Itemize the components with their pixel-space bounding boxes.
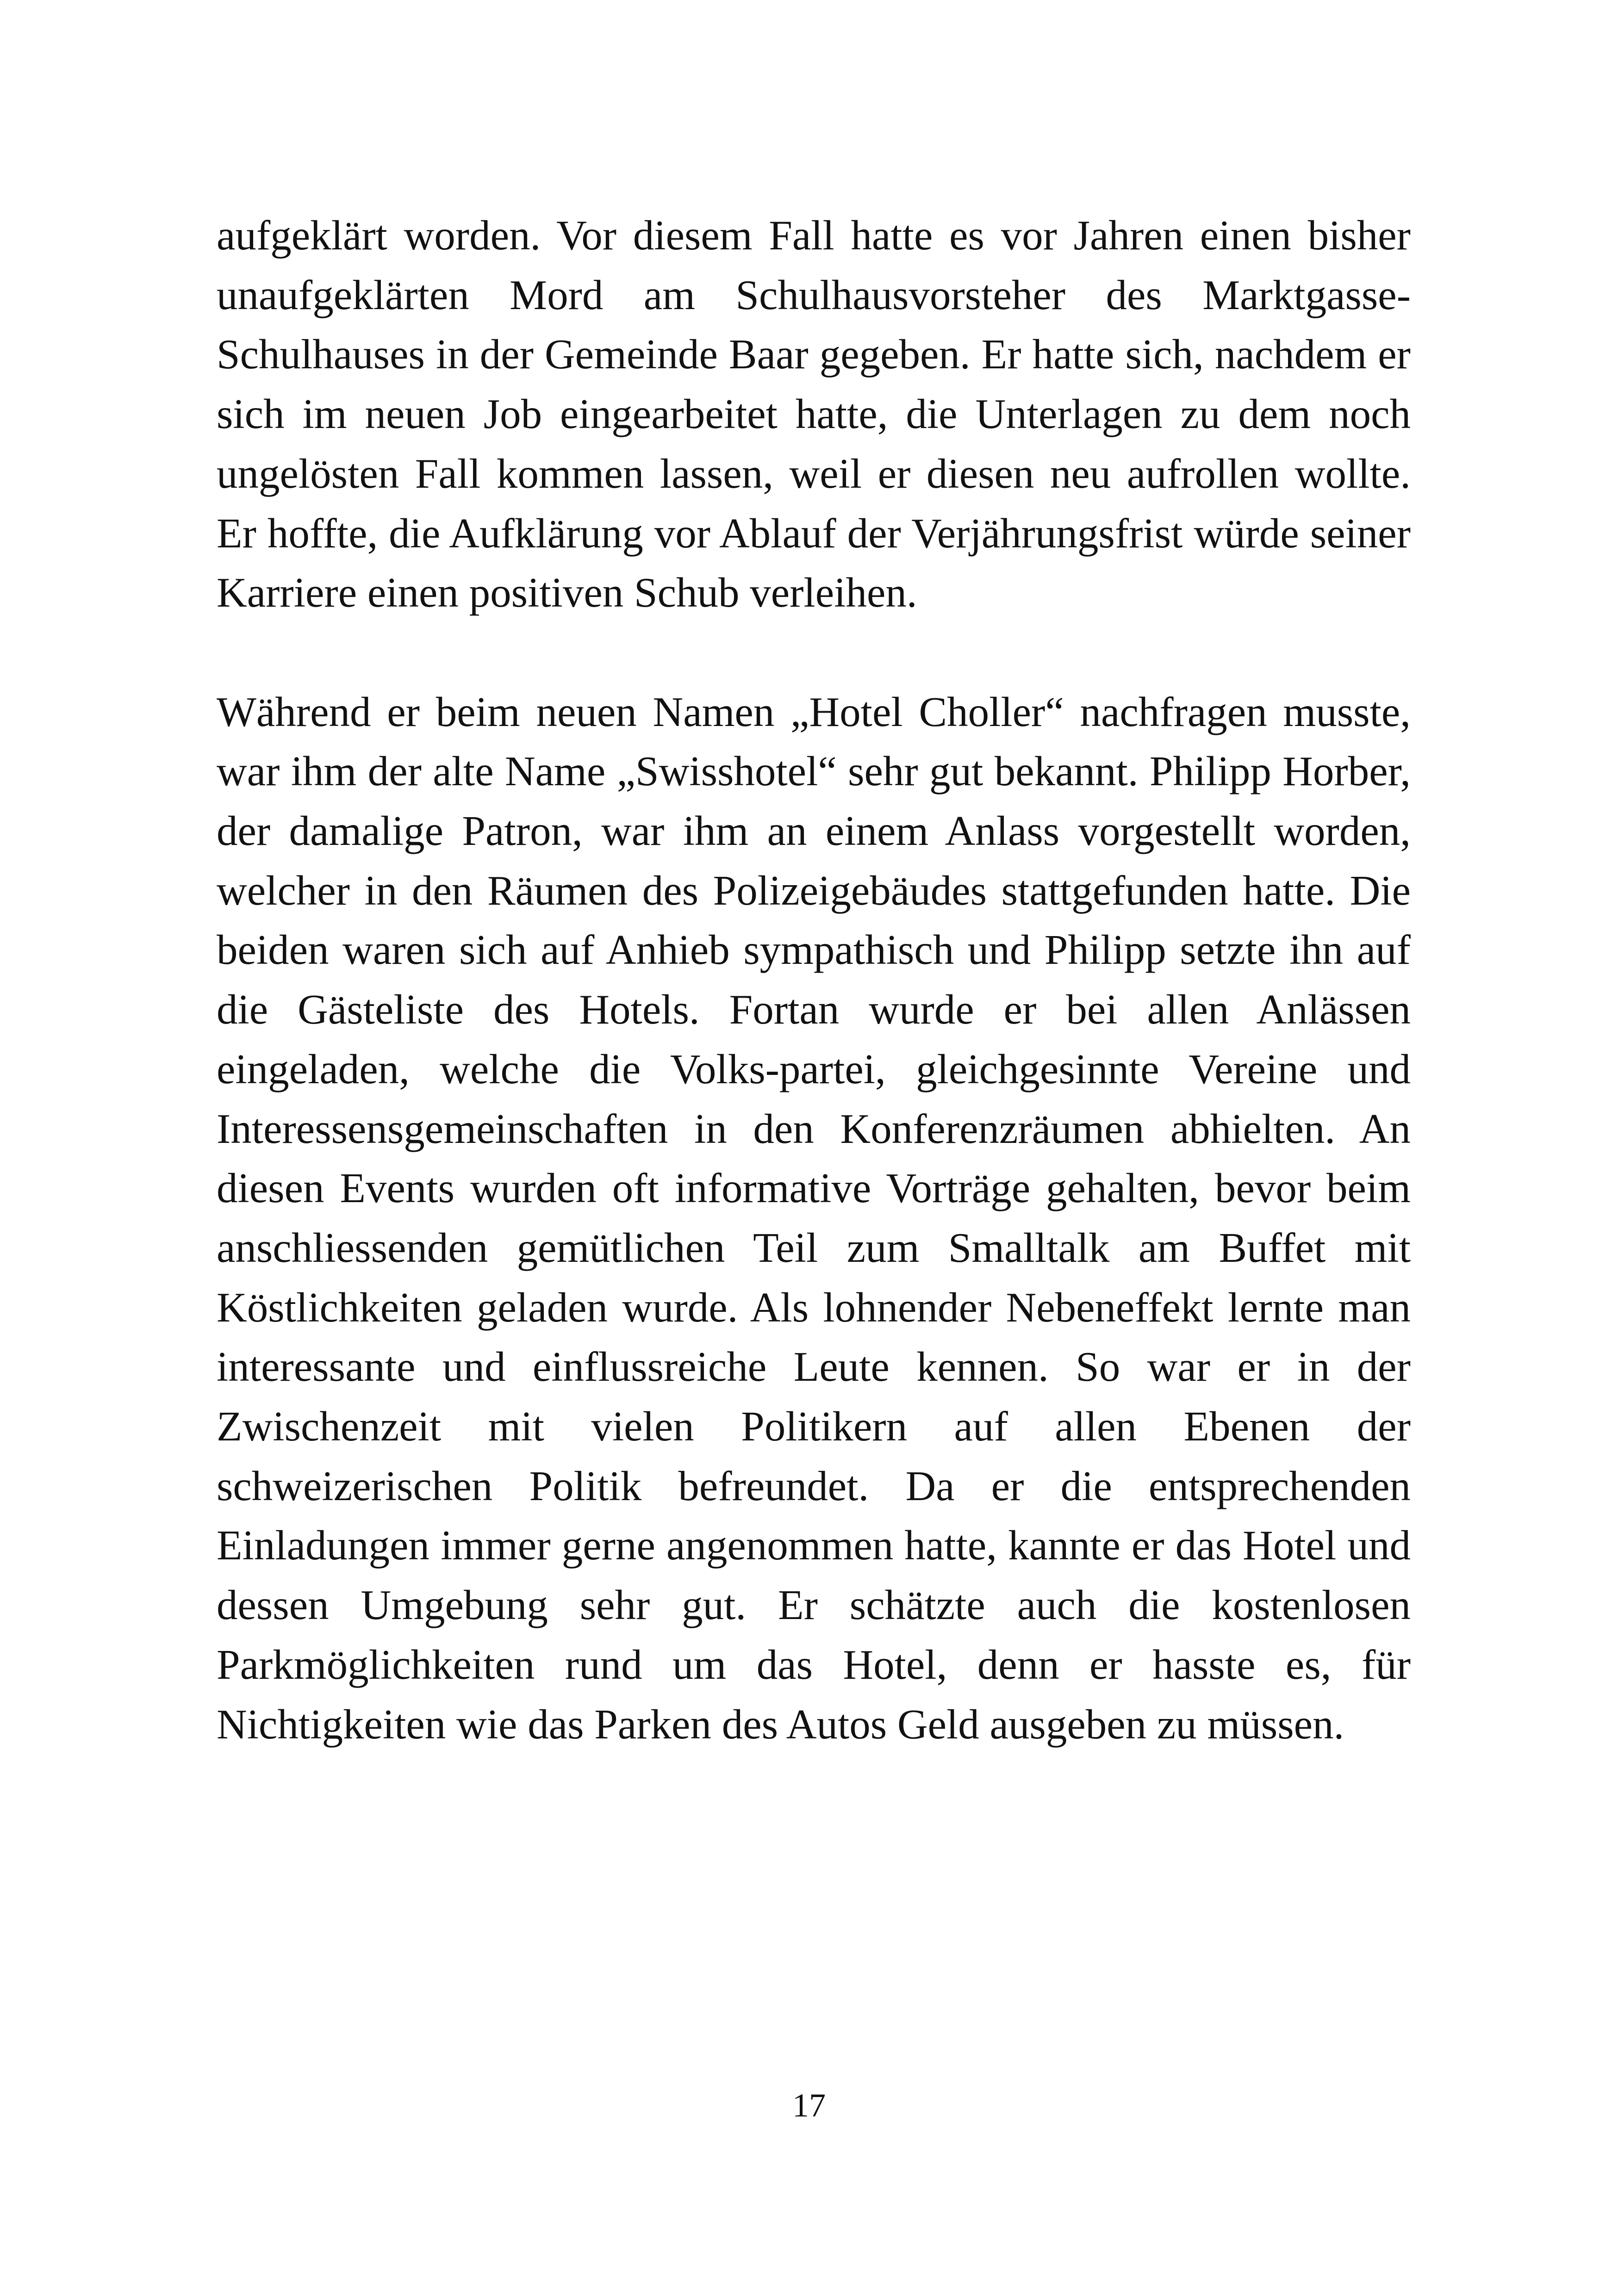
body-text (217, 206, 1411, 1754)
page-number: 17 (792, 2087, 826, 2124)
paragraph-2: Während er beim neuen Namen „Hotel Choller“ nachfragen musste, war ihm der alte Name „Swisshotel“ sehr gut bekannt. Philipp Horber, der damalige Patron, war ihm an einem Anlass vorgestellt worden, welcher in den Räumen des Polizeigebäudes stattgefunden hatte. Die beiden waren sich auf Anhieb sympathisch und Philipp setzte ihn auf die Gästeliste des Hotels. Fortan wurde er bei allen Anlässen eingeladen, welche die Volks-partei, gleichgesinnte Vereine und Interessensgemeinschaften in den Konferenzräumen abhielten. An diesen Events wurden oft informative Vorträge gehalten, bevor beim anschliessenden gemütlichen Teil zum Smalltalk am Buffet mit Köstlichkeiten geladen wurde. Als lohnender Nebeneffekt lernte man interessante und einflussreiche Leute kennen. So war er in der Zwischenzeit mit vielen Politikern auf allen Ebenen der schweizerischen Politik befreundet. Da er die entsprechenden Einladungen immer gerne angenommen hatte, kannte er das Hotel und dessen Umgebung sehr gut. Er schätzte auch die kostenlosen Parkmöglichkeiten rund um das Hotel, denn er hasste es, für Nichtigkeiten wie das Parken des Autos Geld ausgeben zu müssen. (217, 688, 1411, 1748)
paragraph-1: aufgeklärt worden. Vor diesem Fall hatte es vor Jahren einen bisher unaufgeklärten Mord am Schulhausvorsteher des Marktgasse-Schulhauses in der Gemeinde Baar gegeben. Er hatte sich, nachdem er sich im neuen Job eingearbeitet hatte, die Unterlagen zu dem noch ungelösten Fall kommen lassen, weil er diesen neu aufrollen wollte. Er hoffte, die Aufklärung vor Ablauf der Verjährungsfrist würde seiner Karriere einen positiven Schub verleihen. (217, 212, 1411, 616)
